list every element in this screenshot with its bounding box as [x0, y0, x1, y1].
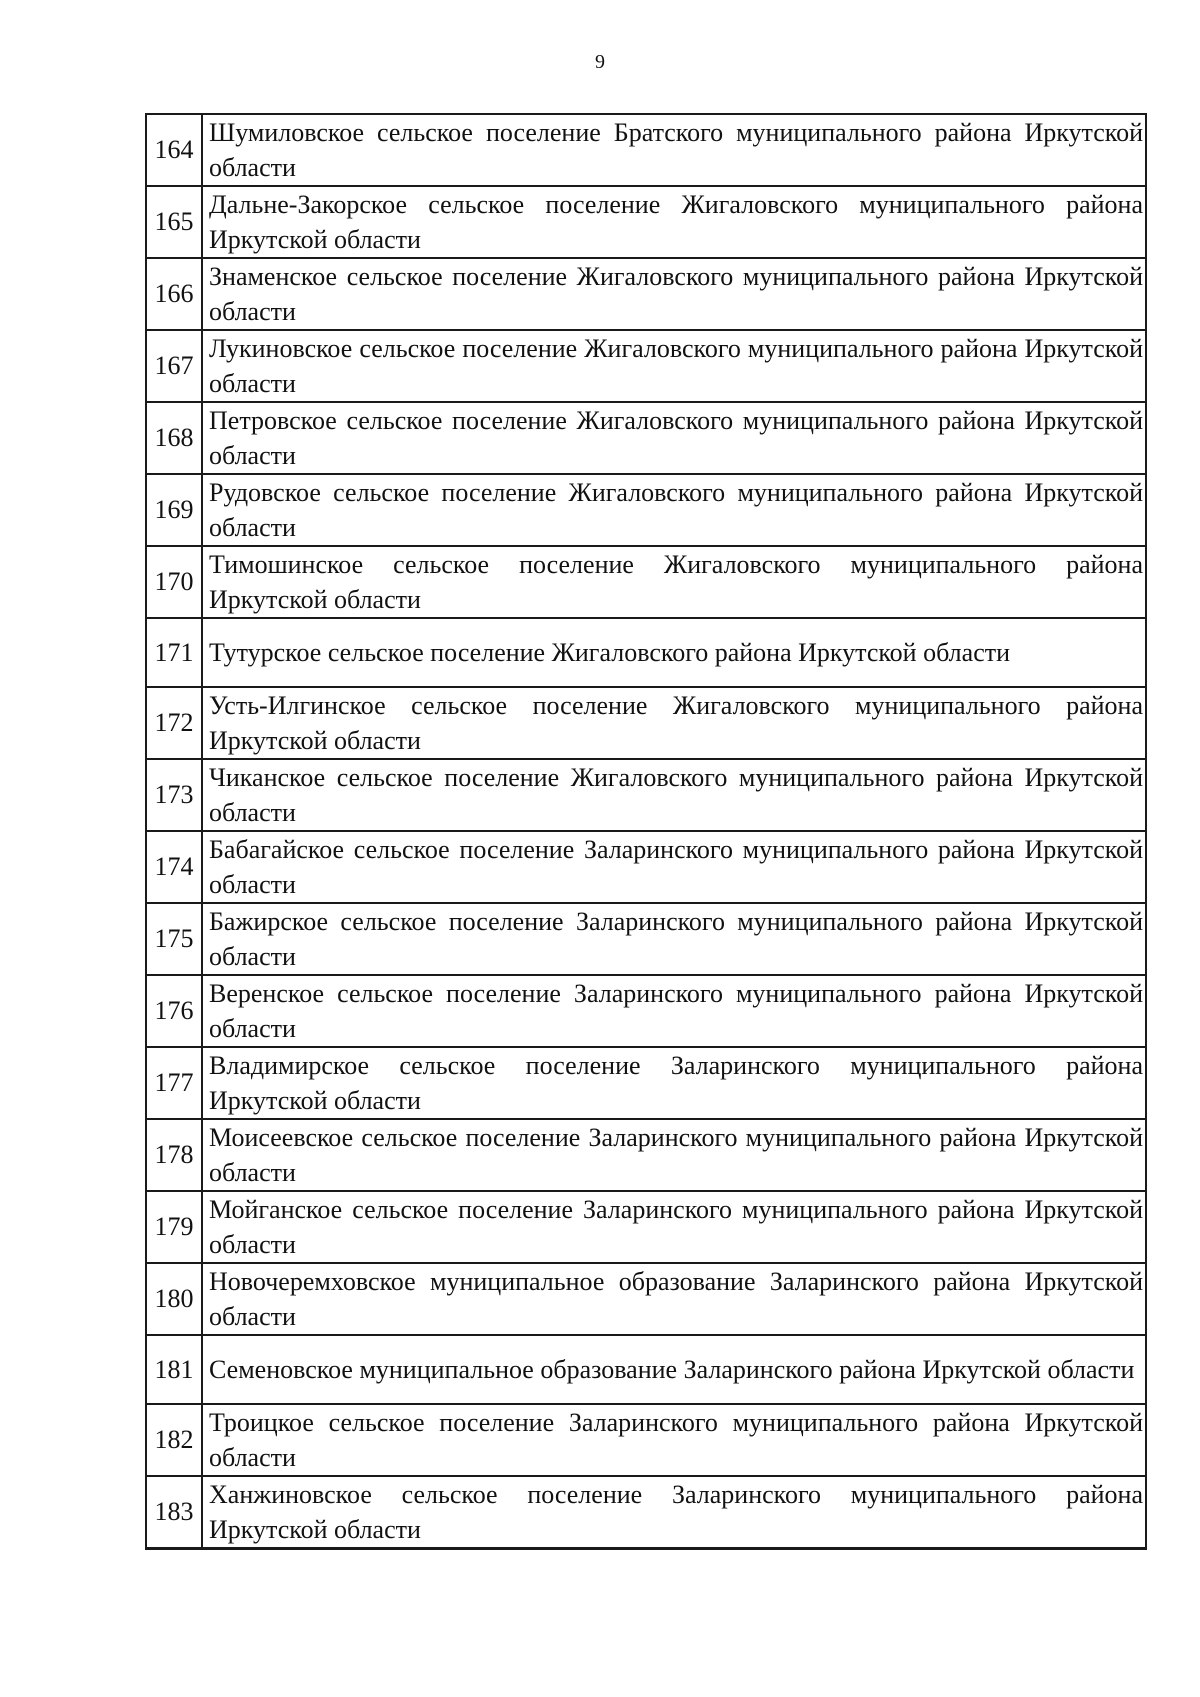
row-number: 169 [146, 474, 202, 546]
table-row [146, 618, 1146, 687]
settlement-name: Тимошинское сельское поселение Жигаловского муниципального района Иркутской области [202, 546, 1146, 618]
table-row [146, 258, 1146, 330]
settlement-name: Шумиловское сельское поселение Братского муниципального района Иркутской области [202, 114, 1146, 186]
table-row [146, 1047, 1146, 1119]
settlement-name: Тутурское сельское поселение Жигаловского района Иркутской области [202, 618, 1146, 687]
settlement-name: Усть-Илгинское сельское поселение Жигаловского муниципального района Иркутской области [202, 687, 1146, 759]
settlement-name: Лукиновское сельское поселение Жигаловского муниципального района Иркутской области [202, 330, 1146, 402]
row-number: 177 [146, 1047, 202, 1119]
settlement-name: Моисеевское сельское поселение Заларинского муниципального района Иркутской области [202, 1119, 1146, 1191]
table-row [146, 831, 1146, 903]
row-number: 181 [146, 1335, 202, 1404]
settlements-table [145, 113, 1147, 1550]
row-number: 180 [146, 1263, 202, 1335]
row-number: 182 [146, 1404, 202, 1476]
row-number: 174 [146, 831, 202, 903]
settlement-name: Веренское сельское поселение Заларинского муниципального района Иркутской области [202, 975, 1146, 1047]
row-number: 171 [146, 618, 202, 687]
table-row [146, 1119, 1146, 1191]
settlement-name: Бабагайское сельское поселение Заларинского муниципального района Иркутской области [202, 831, 1146, 903]
table-row [146, 1404, 1146, 1476]
table-row [146, 330, 1146, 402]
row-number: 172 [146, 687, 202, 759]
settlement-name: Семеновское муниципальное образование Заларинского района Иркутской области [202, 1335, 1146, 1404]
table-row [146, 903, 1146, 975]
settlement-name: Бажирское сельское поселение Заларинского муниципального района Иркутской области [202, 903, 1146, 975]
settlement-name: Мойганское сельское поселение Заларинского муниципального района Иркутской области [202, 1191, 1146, 1263]
table-row [146, 546, 1146, 618]
settlement-name: Знаменское сельское поселение Жигаловского муниципального района Иркутской области [202, 258, 1146, 330]
settlement-name: Дальне-Закорское сельское поселение Жигаловского муниципального района Иркутской области [202, 186, 1146, 258]
settlement-name: Ханжиновское сельское поселение Заларинского муниципального района Иркутской области [202, 1476, 1146, 1549]
row-number: 167 [146, 330, 202, 402]
settlement-name: Владимирское сельское поселение Заларинского муниципального района Иркутской области [202, 1047, 1146, 1119]
row-number: 170 [146, 546, 202, 618]
table-row [146, 975, 1146, 1047]
table-row [146, 114, 1146, 186]
table-row [146, 474, 1146, 546]
table-row [146, 1476, 1146, 1549]
row-number: 178 [146, 1119, 202, 1191]
table-row [146, 1191, 1146, 1263]
page-number: 9 [595, 51, 605, 73]
table-row [146, 402, 1146, 474]
row-number: 165 [146, 186, 202, 258]
settlement-name: Новочеремховское муниципальное образование Заларинского района Иркутской области [202, 1263, 1146, 1335]
settlement-name: Чиканское сельское поселение Жигаловского муниципального района Иркутской области [202, 759, 1146, 831]
row-number: 168 [146, 402, 202, 474]
row-number: 179 [146, 1191, 202, 1263]
row-number: 176 [146, 975, 202, 1047]
row-number: 175 [146, 903, 202, 975]
row-number: 173 [146, 759, 202, 831]
table-row [146, 186, 1146, 258]
table-row [146, 687, 1146, 759]
settlement-name: Петровское сельское поселение Жигаловского муниципального района Иркутской области [202, 402, 1146, 474]
row-number: 183 [146, 1476, 202, 1549]
table-row [146, 1335, 1146, 1404]
settlement-name: Рудовское сельское поселение Жигаловского муниципального района Иркутской области [202, 474, 1146, 546]
table-row [146, 759, 1146, 831]
row-number: 166 [146, 258, 202, 330]
table-row [146, 1263, 1146, 1335]
settlement-name: Троицкое сельское поселение Заларинского муниципального района Иркутской области [202, 1404, 1146, 1476]
row-number: 164 [146, 114, 202, 186]
